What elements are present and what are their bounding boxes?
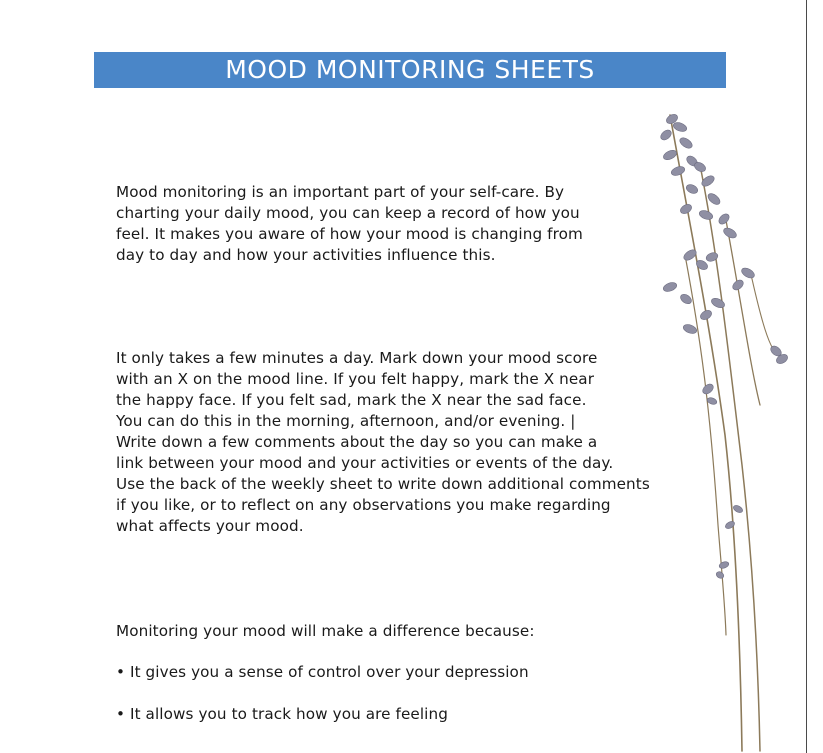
lavender-bud [698, 209, 714, 221]
lavender-bud [678, 136, 694, 151]
text-line: day to day and how your activities influence this. [116, 246, 496, 264]
lavender-bud [706, 191, 722, 206]
stem [750, 270, 780, 355]
lavender-bud [670, 165, 686, 177]
text-line: what affects your mood. [116, 517, 304, 535]
lavender-bud [731, 278, 745, 292]
text-line: link between your mood and your activities or events of the day. [116, 454, 614, 472]
page-title: MOOD MONITORING SHEETS [225, 55, 595, 84]
lavender-bud [682, 323, 698, 335]
bullet-text: • It allows you to track how you are feeling [116, 705, 448, 723]
text-line: charting your daily mood, you can keep a record of how you [116, 204, 580, 222]
lavender-bud [662, 281, 678, 293]
text-line: It only takes a few minutes a day. Mark down your mood score [116, 349, 598, 367]
lavender-bud [679, 292, 693, 305]
lavender-bud [717, 212, 731, 226]
stem [700, 165, 760, 751]
bullet-text: • It gives you a sense of control over your depression [116, 663, 529, 681]
lavender-bud [701, 382, 715, 396]
lavender-bud [659, 128, 673, 142]
instructions-paragraph [116, 348, 706, 537]
text-line: Write down a few comments about the day so you can make a [116, 433, 598, 451]
lavender-bud [718, 560, 729, 569]
lavender-bud [732, 504, 744, 514]
lavender-bud [672, 121, 688, 133]
lavender-bud [662, 148, 678, 161]
benefit-item [116, 662, 676, 683]
title-banner [94, 52, 726, 88]
text-line: if you like, or to reflect on any observations you make regarding [116, 496, 611, 514]
lavender-bud [722, 226, 738, 240]
text-line: Use the back of the weekly sheet to write down additional comments [116, 475, 650, 493]
intro-paragraph [116, 182, 656, 266]
text-line: Mood monitoring is an important part of your self-care. By [116, 183, 565, 201]
benefit-item [116, 704, 676, 725]
text-line: feel. It makes you aware of how your mood is changing from [116, 225, 583, 243]
text-line: with an X on the mood line. If you felt happy, mark the X near [116, 370, 595, 388]
lavender-bud [710, 296, 726, 309]
lavender-bud [740, 266, 756, 280]
text-line: Monitoring your mood will make a difference because: [116, 622, 535, 640]
lavender-bud [685, 183, 699, 195]
benefits-intro [116, 621, 676, 642]
lavender-bud [679, 203, 693, 216]
lavender-bud [699, 309, 713, 322]
text-line: You can do this in the morning, afternoon, and/or evening. | [116, 412, 576, 430]
stem [725, 215, 760, 405]
text-line: the happy face. If you felt sad, mark the X near the sad face. [116, 391, 587, 409]
page-edge-divider [806, 0, 807, 753]
lavender-bud [715, 570, 725, 579]
lavender-illustration [630, 105, 800, 753]
